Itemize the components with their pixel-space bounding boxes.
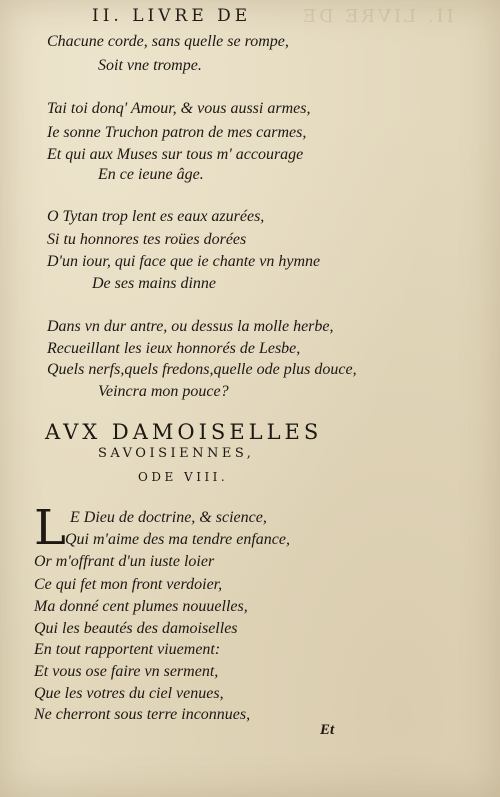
ode-title: AVX DAMOISELLES (45, 420, 323, 444)
verse-line: Et vous ose faire vn serment, (34, 663, 219, 680)
ode-subtitle: SAVOISIENNES, (98, 446, 255, 461)
verse-line: Tai toi donq' Amour, & vous aussi armes, (47, 100, 311, 117)
verse-line: Or m'offrant d'un iuste loier (34, 553, 215, 570)
verse-line: En tout rapportent viuement: (34, 641, 221, 658)
verse-line: Chacune corde, sans quelle se rompe, (47, 33, 289, 50)
verse-line: Qui les beautés des damoiselles (34, 620, 238, 637)
catchword: Et (320, 722, 335, 738)
verse-line: En ce ieune âge. (98, 166, 204, 183)
verse-line: Recueillant les ieux honnorés de Lesbe, (47, 340, 301, 357)
verse-line: Veincra mon pouce? (98, 383, 229, 400)
verse-line: E Dieu de doctrine, & science, (70, 509, 267, 526)
bleed-through-text: II. LIVRE DE (300, 6, 454, 27)
verse-line: Ma donné cent plumes nouuelles, (34, 598, 248, 615)
verse-line: Ie sonne Truchon patron de mes carmes, (47, 124, 307, 141)
verse-line: Ce qui fet mon front verdoier, (34, 576, 223, 593)
verse-line: O Tytan trop lent es eaux azurées, (47, 208, 265, 225)
verse-line: Soit vne trompe. (98, 57, 202, 74)
ode-number: ODE VIII. (138, 470, 229, 484)
verse-line: Ne cherront sous terre inconnues, (34, 706, 251, 723)
verse-line: Et qui aux Muses sur tous m' accourage (47, 146, 304, 163)
verse-line: Dans vn dur antre, ou dessus la molle herbe, (47, 318, 334, 335)
running-head: II. LIVRE DE (92, 6, 252, 26)
verse-line: Quels nerfs,quels fredons,quelle ode plus douce, (47, 361, 357, 378)
verse-line: D'un iour, qui face que ie chante vn hymne (47, 253, 321, 270)
verse-line: Que les votres du ciel venues, (34, 685, 224, 702)
verse-line: De ses mains dinne (92, 275, 216, 292)
drop-cap: L (34, 500, 66, 556)
verse-line: Si tu honnores tes roües dorées (47, 231, 247, 248)
verse-line: Qui m'aime des ma tendre enfance, (65, 531, 290, 548)
